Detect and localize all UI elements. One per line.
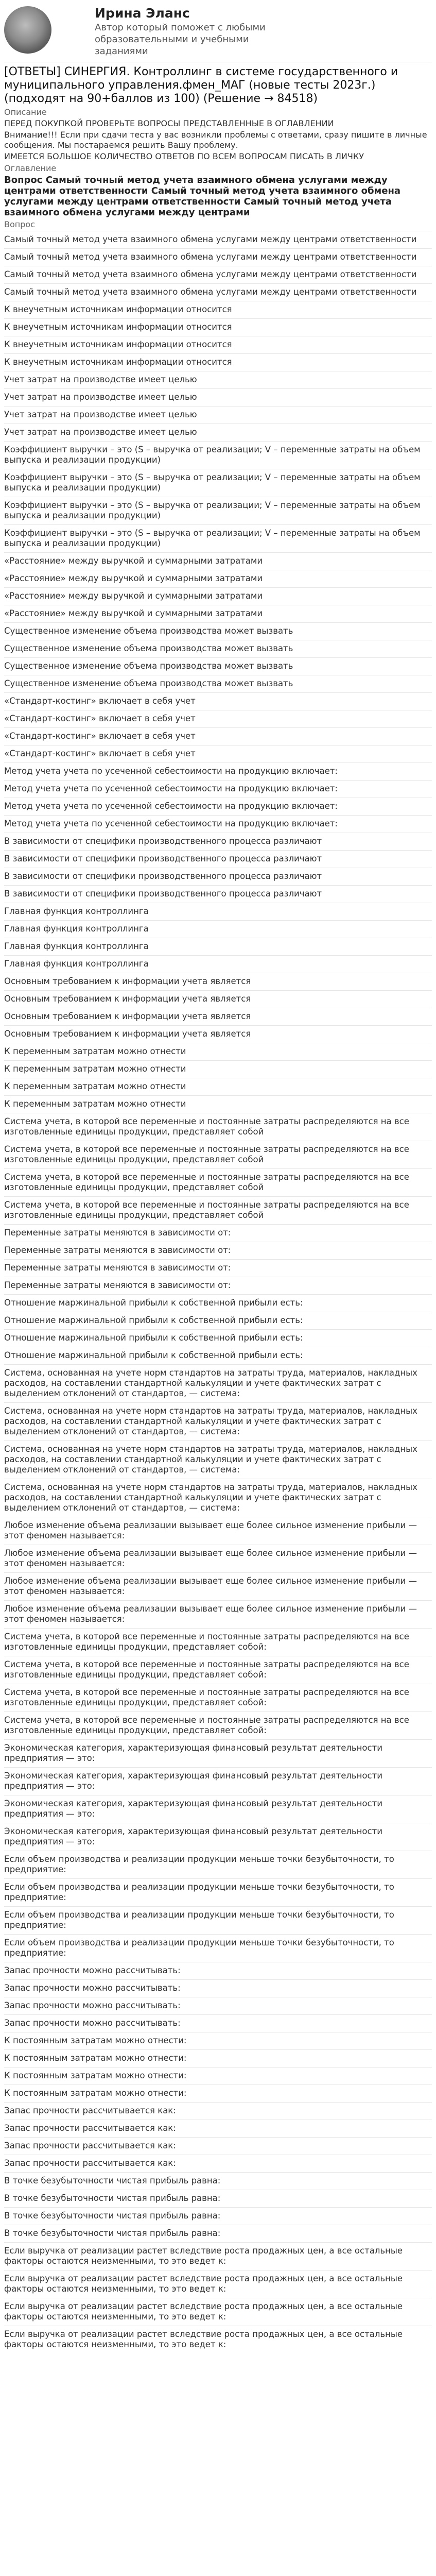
question-item: Метод учета учета по усеченной себестоимости на продукцию включает: [4, 798, 432, 815]
question-item: Запас прочности рассчитывается как: [4, 2155, 432, 2172]
description-line: ПЕРЕД ПОКУПКОЙ ПРОВЕРЬТЕ ВОПРОСЫ ПРЕДСТАВЛЕННЫЕ В ОГЛАВЛЕНИИ [4, 118, 334, 128]
question-item: В точке безубыточности чистая прибыль равна: [4, 2207, 432, 2225]
description-line: Внимание!!! Если при сдачи теста у вас возникли проблемы с ответами, сразу пишите в личные сообщения. Мы постараемся решить Вашу проблему. [4, 130, 427, 150]
question-item: «Стандарт-костинг» включает в себя учет [4, 710, 432, 727]
question-item: Система, основанная на учете норм стандартов на затраты труда, материалов, накладных расходов, на составлении стандартной калькуляции и учете фактических затрат с выделением отклонений от стандартов, — система: [4, 1402, 432, 1440]
question-item: К постоянным затратам можно отнести: [4, 2032, 432, 2049]
question-item: Самый точный метод учета взаимного обмена услугами между центрами ответственности [4, 266, 432, 283]
question-item: Экономическая категория, характеризующая финансовый результат деятельности предприятия — это: [4, 1767, 432, 1795]
question-item: К переменным затратам можно отнести [4, 1095, 432, 1113]
description-line: ИМЕЕТСЯ БОЛЬШОЕ КОЛИЧЕСТВО ОТВЕТОВ ПО ВСЕМ ВОПРОСАМ ПИСАТЬ В ЛИЧКУ [4, 151, 364, 161]
question-item: В точке безубыточности чистая прибыль равна: [4, 2225, 432, 2242]
page-title: [ОТВЕТЫ] СИНЕРГИЯ. Контроллинг в системе государственного и муниципального управления.фмен_МАГ (новые тесты 2023г.) (подходят на 90+баллов из 100) (Решение → 84518) [4, 65, 398, 105]
question-item: Если выручка от реализации растет вследствие роста продажных цен, а все остальные факторы остаются неизменными, то это ведет к: [4, 2242, 432, 2270]
question-item: Учет затрат на производстве имеет целью [4, 406, 432, 423]
question-item: Отношение маржинальной прибыли к собственной прибыли есть: [4, 1294, 432, 1312]
question-item: К переменным затратам можно отнести [4, 1060, 432, 1078]
question-item: Самый точный метод учета взаимного обмена услугами между центрами ответственности [4, 231, 432, 248]
question-item: Переменные затраты меняются в зависимости от: [4, 1224, 432, 1242]
question-item: Основным требованием к информации учета является [4, 1008, 432, 1025]
question-item: К постоянным затратам можно отнести: [4, 2084, 432, 2102]
question-item: К внеучетным источникам информации относится [4, 353, 432, 371]
question-item: Если выручка от реализации растет вследствие роста продажных цен, а все остальные факторы остаются неизменными, то это ведет к: [4, 2326, 432, 2353]
toc-label: Оглавление [4, 163, 57, 173]
question-item: Отношение маржинальной прибыли к собственной прибыли есть: [4, 1347, 432, 1364]
question-item: Отношение маржинальной прибыли к собственной прибыли есть: [4, 1329, 432, 1347]
author-header [4, 4, 432, 62]
question-item: Учет затрат на производстве имеет целью [4, 371, 432, 388]
question-item: Коэффициент выручки – это (S – выручка от реализации; V – переменные затраты на объем выпуска и реализации продукции) [4, 524, 432, 552]
question-item: «Расстояние» между выручкой и суммарными затратами [4, 552, 432, 570]
question-item: К переменным затратам можно отнести [4, 1078, 432, 1095]
question-item: Запас прочности можно рассчитывать: [4, 2014, 432, 2032]
question-item: Экономическая категория, характеризующая финансовый результат деятельности предприятия — это: [4, 1795, 432, 1823]
question-item: К внеучетным источникам информации относится [4, 336, 432, 353]
question-item: Система учета, в которой все переменные и постоянные затраты распределяются на все изготовленные единицы продукции, представляет собой: [4, 1628, 432, 1656]
author-info [95, 4, 280, 57]
question-item: Система, основанная на учете норм стандартов на затраты труда, материалов, накладных расходов, на составлении стандартной калькуляции и учете фактических затрат с выделением отклонений от стандартов, — система: [4, 1479, 432, 1517]
question-item: Коэффициент выручки – это (S – выручка от реализации; V – переменные затраты на объем выпуска и реализации продукции) [4, 497, 432, 524]
question-item: Существенное изменение объема производства может вызвать [4, 675, 432, 692]
question-item: Запас прочности можно рассчитывать: [4, 1979, 432, 1997]
question-item: «Стандарт-костинг» включает в себя учет [4, 692, 432, 710]
question-item: Любое изменение объема реализации вызывает еще более сильное изменение прибыли — этот феномен называется: [4, 1600, 432, 1628]
question-item: Запас прочности рассчитывается как: [4, 2137, 432, 2155]
question-item: Коэффициент выручки – это (S – выручка от реализации; V – переменные затраты на объем выпуска и реализации продукции) [4, 441, 432, 469]
question-item: Переменные затраты меняются в зависимости от: [4, 1259, 432, 1277]
question-item: Метод учета учета по усеченной себестоимости на продукцию включает: [4, 780, 432, 798]
question-item: Если объем производства и реализации продукции меньше точки безубыточности, то предприятие: [4, 1906, 432, 1934]
question-item: Система учета, в которой все переменные и постоянные затраты распределяются на все изготовленные единицы продукции, представляет собой [4, 1196, 432, 1224]
question-item: Любое изменение объема реализации вызывает еще более сильное изменение прибыли — этот феномен называется: [4, 1545, 432, 1572]
question-item: Главная функция контроллинга [4, 955, 432, 973]
question-item: Система учета, в которой все переменные и постоянные затраты распределяются на все изготовленные единицы продукции, представляет собой [4, 1141, 432, 1168]
question-item: В зависимости от специфики производственного процесса различают [4, 868, 432, 885]
toc-heading: Вопрос Самый точный метод учета взаимного обмена услугами между центрами ответственности Самый точный метод учета взаимного обмена услугами между центрами ответственности Самый точный метод учета взаимного обмена услугами между центрами [4, 175, 401, 218]
question-item: Метод учета учета по усеченной себестоимости на продукцию включает: [4, 762, 432, 780]
question-item: Система учета, в которой все переменные и постоянные затраты распределяются на все изготовленные единицы продукции, представляет собой [4, 1113, 432, 1141]
question-item: Экономическая категория, характеризующая финансовый результат деятельности предприятия — это: [4, 1739, 432, 1767]
question-item: К постоянным затратам можно отнести: [4, 2049, 432, 2067]
question-list [4, 231, 432, 2353]
question-item: Система учета, в которой все переменные и постоянные затраты распределяются на все изготовленные единицы продукции, представляет собой: [4, 1656, 432, 1684]
question-item: Переменные затраты меняются в зависимости от: [4, 1242, 432, 1259]
question-item: Существенное изменение объема производства может вызвать [4, 657, 432, 675]
question-item: Система учета, в которой все переменные и постоянные затраты распределяются на все изготовленные единицы продукции, представляет собой [4, 1168, 432, 1196]
question-item: Система учета, в которой все переменные и постоянные затраты распределяются на все изготовленные единицы продукции, представляет собой: [4, 1711, 432, 1739]
question-label: Вопрос [4, 219, 35, 229]
question-item: Главная функция контроллинга [4, 920, 432, 938]
question-item: Если объем производства и реализации продукции меньше точки безубыточности, то предприятие: [4, 1878, 432, 1906]
question-item: Существенное изменение объема производства может вызвать [4, 640, 432, 657]
question-item: К внеучетным источникам информации относится [4, 301, 432, 318]
question-item: В точке безубыточности чистая прибыль равна: [4, 2172, 432, 2190]
author-avatar[interactable] [4, 6, 51, 54]
question-item: В зависимости от специфики производственного процесса различают [4, 833, 432, 850]
question-item: Отношение маржинальной прибыли к собственной прибыли есть: [4, 1312, 432, 1329]
question-item: Система учета, в которой все переменные и постоянные затраты распределяются на все изготовленные единицы продукции, представляет собой: [4, 1684, 432, 1711]
author-name[interactable]: Ирина Эланс [95, 6, 190, 21]
question-item: Существенное изменение объема производства может вызвать [4, 622, 432, 640]
question-item: Если объем производства и реализации продукции меньше точки безубыточности, то предприятие: [4, 1934, 432, 1962]
question-item: Любое изменение объема реализации вызывает еще более сильное изменение прибыли — этот феномен называется: [4, 1517, 432, 1545]
author-description: Автор который поможет с любыми образовательными и учебными заданиями [95, 22, 266, 57]
question-item: «Расстояние» между выручкой и суммарными затратами [4, 587, 432, 605]
question-item: Если объем производства и реализации продукции меньше точки безубыточности, то предприятие: [4, 1851, 432, 1878]
question-item: К постоянным затратам можно отнести: [4, 2067, 432, 2084]
question-item: Экономическая категория, характеризующая финансовый результат деятельности предприятия — это: [4, 1823, 432, 1851]
question-item: Запас прочности можно рассчитывать: [4, 1997, 432, 2014]
description-label: Описание [4, 107, 47, 117]
question-item: К внеучетным источникам информации относится [4, 318, 432, 336]
question-item: Основным требованием к информации учета является [4, 990, 432, 1008]
question-item: Главная функция контроллинга [4, 938, 432, 955]
question-item: Коэффициент выручки – это (S – выручка от реализации; V – переменные затраты на объем выпуска и реализации продукции) [4, 469, 432, 497]
question-item: Если выручка от реализации растет вследствие роста продажных цен, а все остальные факторы остаются неизменными, то это ведет к: [4, 2270, 432, 2298]
question-item: Если выручка от реализации растет вследствие роста продажных цен, а все остальные факторы остаются неизменными, то это ведет к: [4, 2298, 432, 2326]
question-item: Основным требованием к информации учета является [4, 1025, 432, 1043]
question-item: В зависимости от специфики производственного процесса различают [4, 850, 432, 868]
question-item: В точке безубыточности чистая прибыль равна: [4, 2190, 432, 2207]
question-item: Главная функция контроллинга [4, 903, 432, 920]
question-item: Основным требованием к информации учета является [4, 973, 432, 990]
question-item: Переменные затраты меняются в зависимости от: [4, 1277, 432, 1294]
question-item: Система, основанная на учете норм стандартов на затраты труда, материалов, накладных расходов, на составлении стандартной калькуляции и учете фактических затрат с выделением отклонений от стандартов, — система: [4, 1364, 432, 1402]
description-block [4, 118, 432, 162]
question-item: Учет затрат на производстве имеет целью [4, 388, 432, 406]
question-item: Запас прочности рассчитывается как: [4, 2102, 432, 2120]
question-item: «Стандарт-костинг» включает в себя учет [4, 727, 432, 745]
question-item: К переменным затратам можно отнести [4, 1043, 432, 1060]
question-item: «Расстояние» между выручкой и суммарными затратами [4, 605, 432, 622]
question-item: Метод учета учета по усеченной себестоимости на продукцию включает: [4, 815, 432, 833]
question-item: Учет затрат на производстве имеет целью [4, 423, 432, 441]
question-item: Запас прочности можно рассчитывать: [4, 1962, 432, 1979]
question-item: В зависимости от специфики производственного процесса различают [4, 885, 432, 903]
question-item: «Стандарт-костинг» включает в себя учет [4, 745, 432, 762]
question-item: «Расстояние» между выручкой и суммарными затратами [4, 570, 432, 587]
question-item: Система, основанная на учете норм стандартов на затраты труда, материалов, накладных расходов, на составлении стандартной калькуляции и учете фактических затрат с выделением отклонений от стандартов, — система: [4, 1440, 432, 1479]
question-item: Самый точный метод учета взаимного обмена услугами между центрами ответственности [4, 248, 432, 266]
question-item: Любое изменение объема реализации вызывает еще более сильное изменение прибыли — этот феномен называется: [4, 1572, 432, 1600]
question-item: Самый точный метод учета взаимного обмена услугами между центрами ответственности [4, 283, 432, 301]
question-item: Запас прочности рассчитывается как: [4, 2120, 432, 2137]
